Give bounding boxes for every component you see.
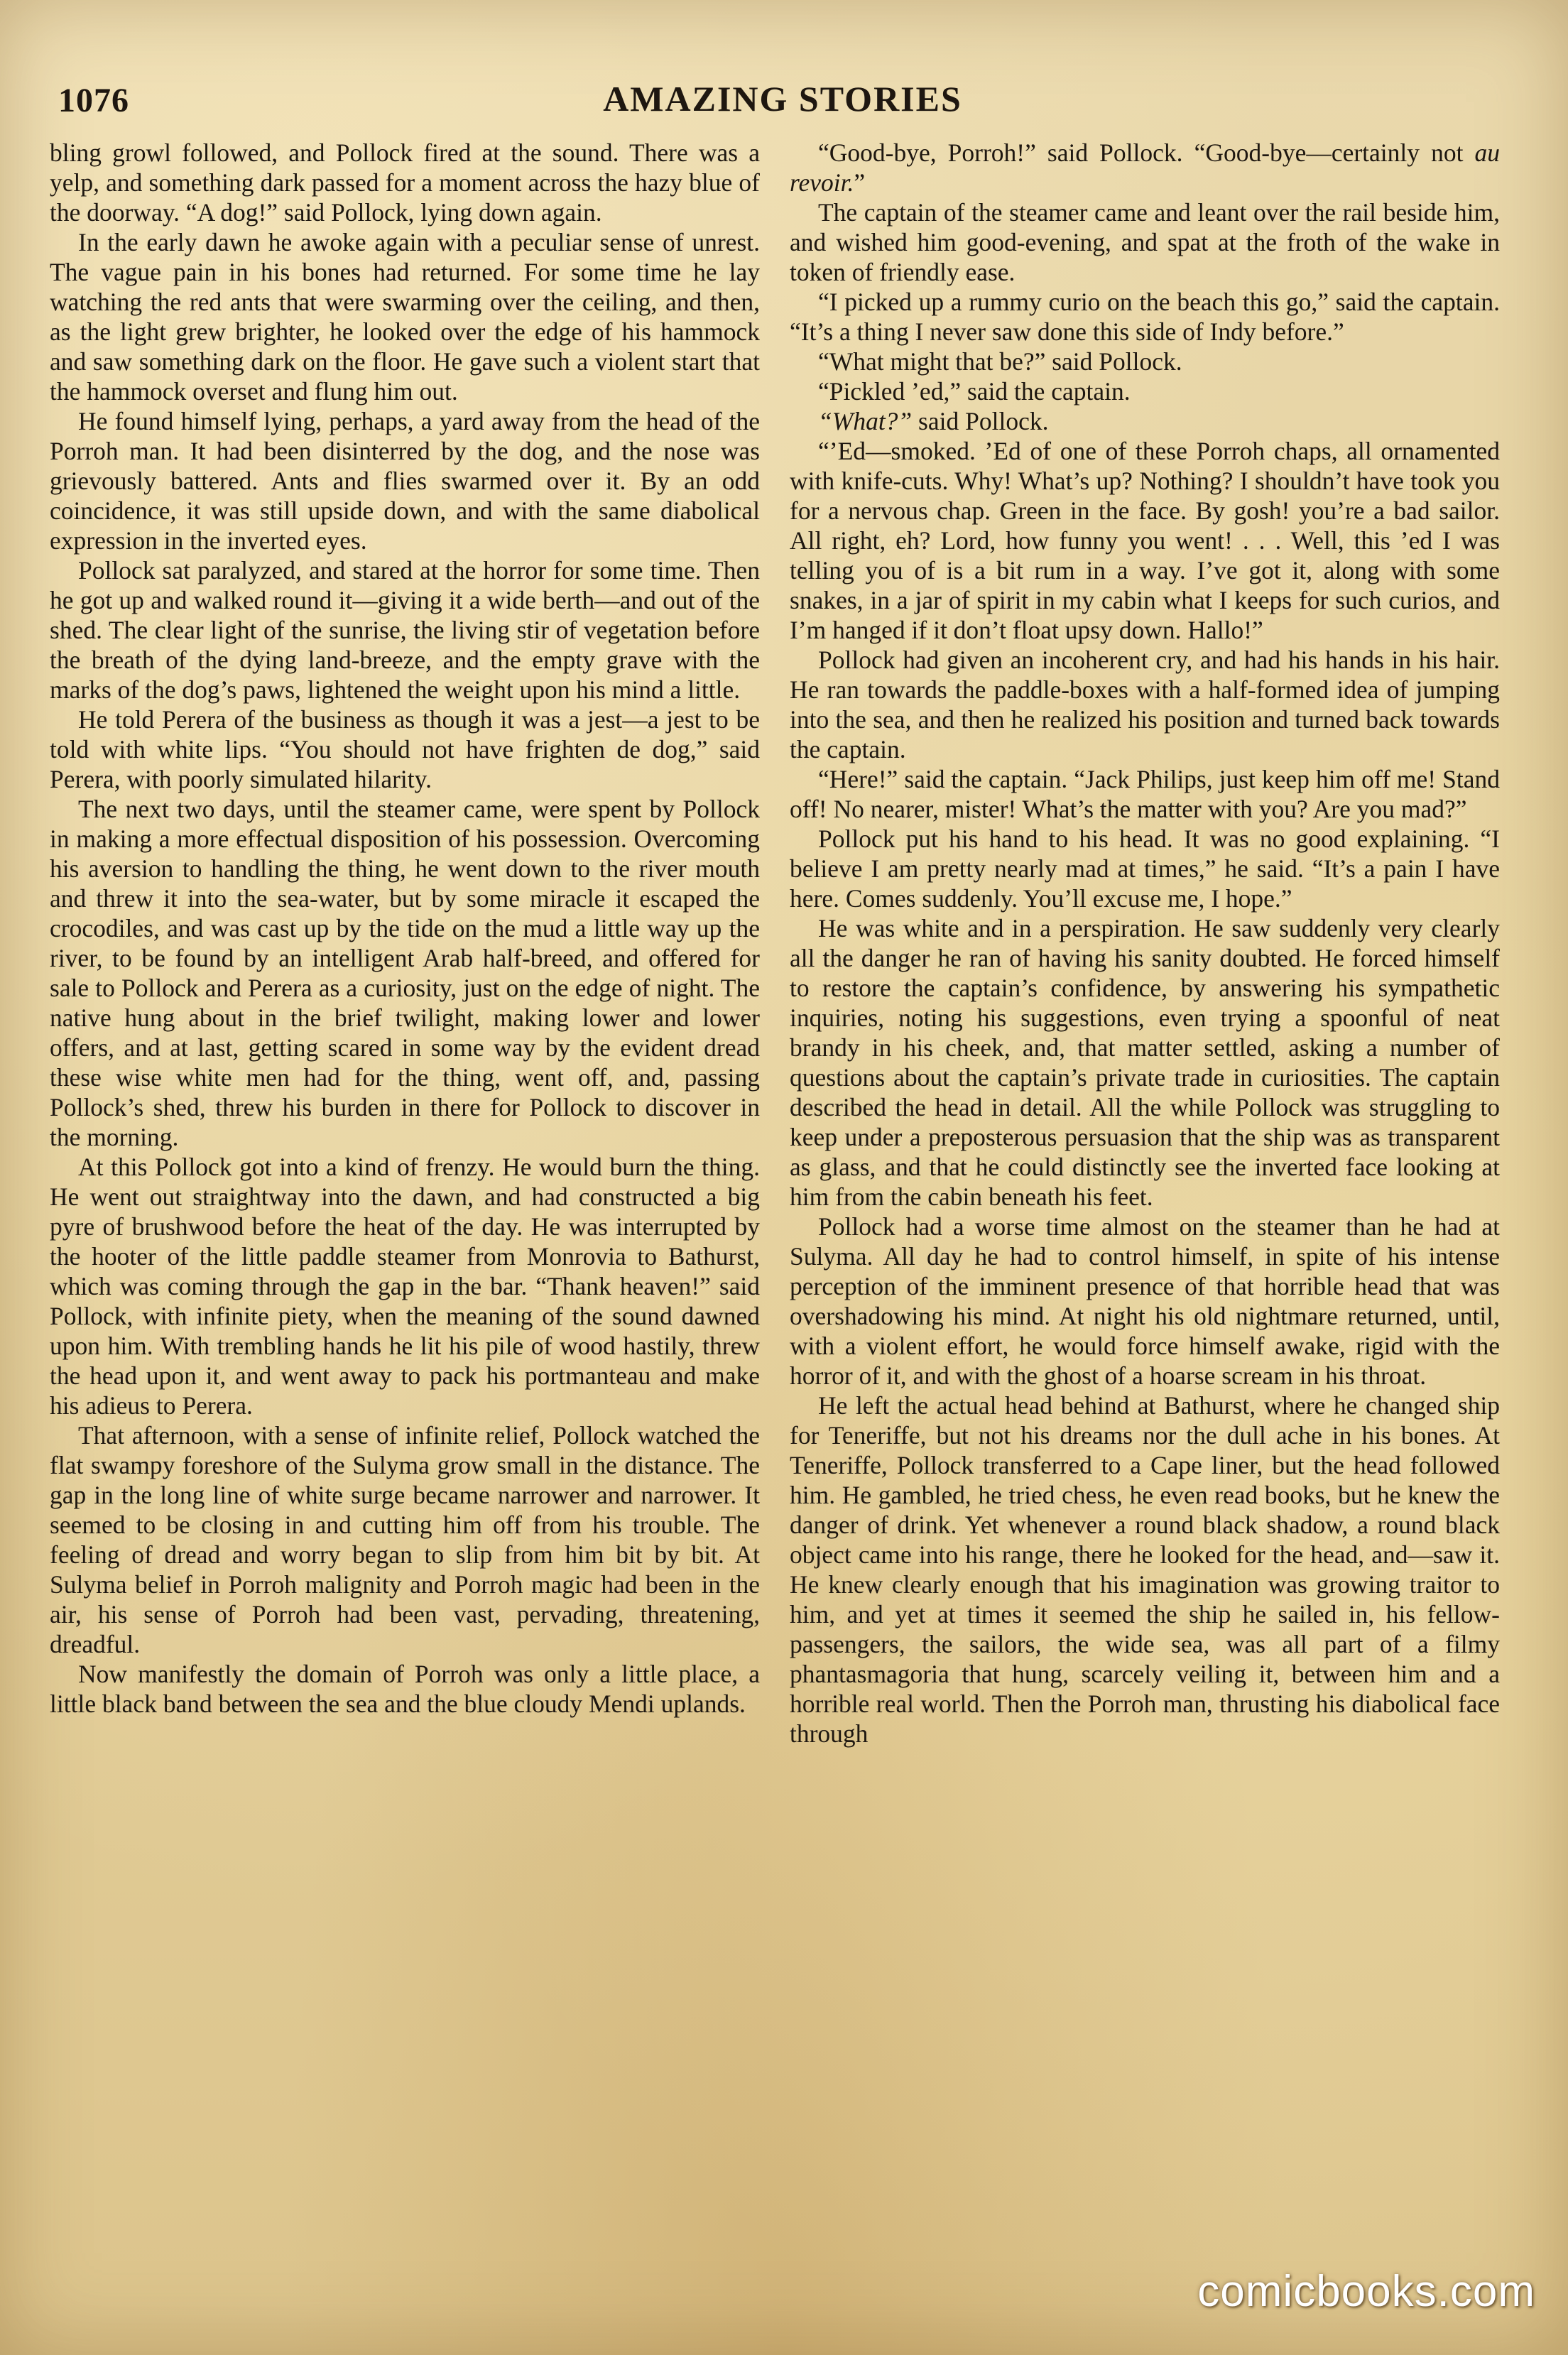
page-header <box>58 75 1507 135</box>
paragraph: Pollock put his hand to his head. It was no good explaining. “I believe I am pretty nearly mad at times,” he said. “It’s a pain I have here. Comes suddenly. You’ll excuse me, I hope.” <box>790 825 1500 913</box>
paragraph: He told Perera of the business as though it was a jest—a jest to be told with white lips. “You should not have frighten de dog,” said Perera, with poorly simulated hilarity. <box>50 705 760 793</box>
paragraph <box>790 406 1500 436</box>
paragraph: In the early dawn he awoke again with a peculiar sense of unrest. The vague pain in his bones had returned. For some time he lay watching the red ants that were swarming over the ceiling, and then, as the light grew brighter, he looked over the edge of his hammock and saw something dark on the floor. He gave such a violent start that the hammock overset and flung him out. <box>50 228 760 406</box>
paragraph: bling growl followed, and Pollock fired at the sound. There was a yelp, and something dark passed for a moment across the hazy blue of the doorway. “A dog!” said Pollock, lying down again. <box>50 138 760 227</box>
right-column <box>790 138 1500 1748</box>
paragraph <box>790 138 1500 197</box>
italic-phrase: “What?” <box>818 407 913 435</box>
watermark-logo: comicbooks.com <box>1197 2267 1535 2316</box>
paragraph: He found himself lying, perhaps, a yard away from the head of the Porroh man. It had been disinterred by the dog, and the nose was grievously battered. Ants and flies swarmed over it. By an odd coincidence, it was still upside down, and with the same diabolical expression in the inverted eyes. <box>50 407 760 555</box>
magazine-title: AMAZING STORIES <box>603 79 962 119</box>
paragraph-text: said Pollock. <box>912 407 1049 435</box>
paragraph: “Here!” said the captain. “Jack Philips, just keep him off me! Stand off! No nearer, mister! What’s the matter with you? Are you mad?” <box>790 765 1500 823</box>
left-column <box>50 138 760 1719</box>
italic-phrase: au revoir. <box>790 138 1500 197</box>
closing-quote: ” <box>854 168 866 197</box>
paragraph-text: “Good-bye, Porroh!” said Pollock. “Good-bye—certainly not <box>818 138 1475 167</box>
paragraph: The next two days, until the steamer came, were spent by Pollock in making a more effectual disposition of his possession. Overcoming his aversion to handling the thing, he went down to the river mouth and threw it into the sea-water, but by some miracle it escaped the crocodiles, and was cast up by the tide on the mud a little way up the river, to be found by an intelligent Arab half-breed, and offered for sale to Pollock and Perera as a curiosity, just on the edge of night. The native hung about in the brief twilight, making lower and lower offers, and at last, getting scared in some way by the evident dread these wise white men had for the thing, went off, and, passing Pollock’s shed, threw his burden in there for Pollock to discover in the morning. <box>50 795 760 1151</box>
paragraph: Pollock sat paralyzed, and stared at the horror for some time. Then he got up and walked round it—giving it a wide berth—and out of the shed. The clear light of the sunrise, the living stir of vegetation before the breath of the dying land-breeze, and the empty grave with the marks of the dog’s paws, lightened the weight upon his mind a little. <box>50 556 760 704</box>
paragraph: “’Ed—smoked. ’Ed of one of these Porroh chaps, all ornamented with knife-cuts. Why! What’s up? Nothing? I shouldn’t have took you for a nervous chap. Green in the face. By gosh! you’re a bad sailor. All right, eh? Lord, how funny you went! . . . Well, this ’ed I was telling you of is a bit rum in a way. I’ve got it, along with some snakes, in a jar of spirit in my cabin what I keeps for such curios, and I’m hanged if it don’t float upsy down. Hallo!” <box>790 437 1500 644</box>
paragraph: “Pickled ’ed,” said the captain. <box>818 377 1131 406</box>
paragraph: At this Pollock got into a kind of frenzy. He would burn the thing. He went out straightway into the dawn, and had constructed a big pyre of brushwood before the heat of the day. He was interrupted by the hooter of the little paddle steamer from Monrovia to Bathurst, which was coming through the gap in the bar. “Thank heaven!” said Pollock, with infinite piety, when the meaning of the sound dawned upon him. With trembling hands he lit his pile of wood hastily, threw the head upon it, and went away to pack his portmanteau and make his adieus to Perera. <box>50 1153 760 1420</box>
paragraph: Pollock had given an incoherent cry, and had his hands in his hair. He ran towards the paddle-boxes with a half-formed idea of jumping into the sea, and then he realized his position and turned back towards the captain. <box>790 646 1500 763</box>
paragraph: That afternoon, with a sense of infinite relief, Pollock watched the flat swampy foreshore of the Sulyma grow small in the distance. The gap in the long line of white surge became narrower and narrower. It seemed to be closing in and cutting him off from his trouble. The feeling of dread and worry began to slip from him bit by bit. At Sulyma belief in Porroh malignity and Porroh magic had been in the air, his sense of Porroh had been vast, pervading, threatening, dreadful. <box>50 1421 760 1658</box>
paragraph: “I picked up a rummy curio on the beach this go,” said the captain. “It’s a thing I never saw done this side of Indy before.” <box>790 288 1500 346</box>
paragraph: He left the actual head behind at Bathurst, where he changed ship for Teneriffe, but not his dreams nor the dull ache in his bones. At Teneriffe, Pollock transferred to a Cape liner, but the head followed him. He gambled, he tried chess, he even read books, but he knew the danger of drink. Yet whenever a round black shadow, a round black object came into his range, there he looked for the head, and—saw it. He knew clearly enough that his imagination was growing traitor to him, and yet at times it seemed the ship he sailed in, his fellow-passengers, the sailors, the wide sea, was all part of a filmy phantasmagoria that hung, scarcely veiling it, between him and a horrible real world. Then the Porroh man, thrusting his diabolical face through <box>790 1391 1500 1748</box>
paragraph: Now manifestly the domain of Porroh was only a little place, a little black band between the sea and the blue cloudy Mendi uplands. <box>50 1660 760 1718</box>
paragraph: He was white and in a perspiration. He saw suddenly very clearly all the danger he ran of having his sanity doubted. He forced himself to restore the captain’s confidence, by answering his sympathetic inquiries, noting his suggestions, even trying a spoonful of neat brandy in his cheek, and, that matter settled, asking a number of questions about the captain’s private trade in curiosities. The captain described the head in detail. All the while Pollock was struggling to keep under a preposterous persuasion that the ship was as transparent as glass, and that he could distinctly see the inverted face looking at him from the cabin beneath his feet. <box>790 914 1500 1211</box>
paragraph: The captain of the steamer came and leant over the rail beside him, and wished him good-evening, and spat at the froth of the wake in token of friendly ease. <box>790 198 1500 286</box>
page-number: 1076 <box>58 82 129 119</box>
paragraph: “What might that be?” said Pollock. <box>818 347 1182 376</box>
paragraph: Pollock had a worse time almost on the steamer than he had at Sulyma. All day he had to control himself, in spite of his intense perception of the imminent presence of that horrible head that was overshadowing his mind. At night his old nightmare returned, until, with a violent effort, he would force himself awake, rigid with the horror of it, and with the ghost of a hoarse scream in his throat. <box>790 1212 1500 1390</box>
